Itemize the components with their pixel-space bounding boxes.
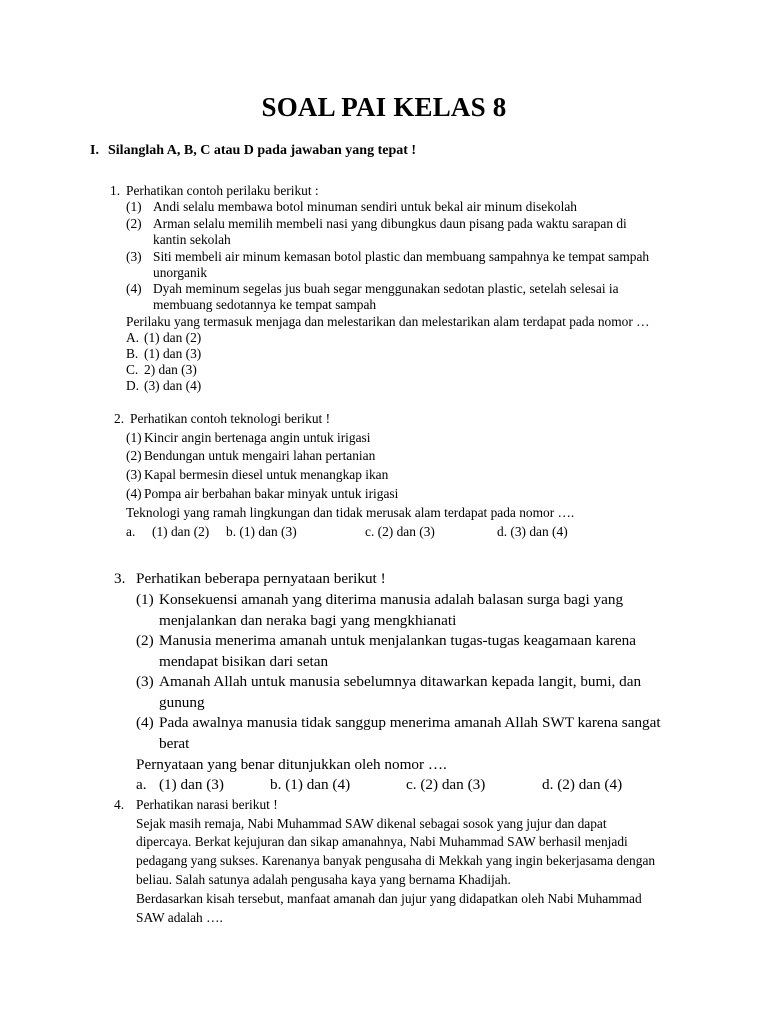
question-intro: Perhatikan contoh perilaku berikut : — [126, 183, 319, 198]
option-text[interactable]: 2) dan (3) — [144, 362, 197, 377]
item-text-cont: unorganik — [153, 265, 208, 280]
item-text: Arman selalu memilih membeli nasi yang dibungkus daun pisang pada waktu sarapan di — [153, 216, 627, 231]
item-text: Bendungan untuk mengairi lahan pertanian — [144, 448, 376, 463]
narrative-line: beliau. Salah satunya adalah pengusaha kaya yang bernama Khadijah. — [136, 872, 511, 887]
item-text-cont: kantin sekolah — [153, 232, 231, 247]
item-text: Pada awalnya manusia tidak sanggup menerima amanah Allah SWT karena sangat — [159, 714, 661, 731]
item-text: Pompa air berbahan bakar minyak untuk irigasi — [144, 486, 399, 501]
section-instruction: Silanglah A, B, C atau D pada jawaban yang tepat ! — [108, 143, 417, 158]
question-prompt: Teknologi yang ramah lingkungan dan tidak merusak alam terdapat pada nomor …. — [126, 505, 575, 520]
option-text[interactable]: (3) dan (4) — [144, 378, 202, 393]
item-number: (2) — [136, 632, 154, 649]
question-intro: Perhatikan beberapa pernyataan berikut ! — [136, 570, 386, 587]
item-number: (1) — [126, 430, 142, 445]
option-text[interactable]: d. (2) dan (4) — [542, 776, 623, 793]
item-number: (4) — [126, 486, 142, 501]
option-text[interactable]: c. (2) dan (3) — [406, 776, 486, 793]
item-text-cont: mendapat bisikan dari setan — [159, 653, 329, 670]
item-text-cont: berat — [159, 735, 190, 752]
item-number: (2) — [126, 448, 142, 463]
option-text[interactable]: (1) dan (2) — [152, 524, 210, 539]
item-text-cont: membuang sedotannya ke tempat sampah — [153, 297, 377, 312]
option-text[interactable]: b. (1) dan (4) — [270, 776, 351, 793]
question-number: 2. — [114, 411, 125, 426]
narrative-line: pedagang yang sukses. Karenanya banyak pengusaha di Mekkah yang ingin bekerjasama dengan — [136, 853, 656, 868]
question-intro: Perhatikan contoh teknologi berikut ! — [130, 411, 331, 426]
option-text[interactable]: c. (2) dan (3) — [365, 524, 435, 539]
page-title: SOAL PAI KELAS 8 — [261, 92, 507, 122]
option-letter[interactable]: a. — [126, 524, 136, 539]
narrative-line: Sejak masih remaja, Nabi Muhammad SAW dikenal sebagai sosok yang jujur dan dapat — [136, 816, 607, 831]
item-text: Siti membeli air minum kemasan botol plastic dan membuang sampahnya ke tempat sampah — [153, 249, 650, 264]
question-prompt: Pernyataan yang benar ditunjukkan oleh nomor …. — [136, 756, 447, 773]
item-text-cont: gunung — [159, 694, 205, 711]
item-number: (3) — [126, 249, 142, 264]
item-text-cont: menjalankan dan neraka bagi yang mengkhianati — [159, 612, 457, 629]
item-number: (3) — [136, 673, 154, 690]
question-intro: Perhatikan narasi berikut ! — [136, 797, 278, 812]
option-text[interactable]: b. (1) dan (3) — [226, 524, 297, 539]
narrative-line: SAW adalah …. — [136, 910, 223, 925]
option-letter[interactable]: C. — [126, 362, 139, 377]
item-number: (4) — [136, 714, 154, 731]
item-text: Dyah meminum segelas jus buah segar menggunakan sedotan plastic, setelah selesai ia — [153, 281, 619, 296]
option-text[interactable]: (1) dan (3) — [144, 346, 202, 361]
item-text: Kapal bermesin diesel untuk menangkap ikan — [144, 467, 389, 482]
item-text: Konsekuensi amanah yang diterima manusia adalah balasan surga bagi yang — [159, 591, 624, 608]
question-number: 1. — [110, 183, 121, 198]
narrative-line: Berdasarkan kisah tersebut, manfaat amanah dan jujur yang didapatkan oleh Nabi Muhammad — [136, 891, 642, 906]
option-letter[interactable]: B. — [126, 346, 139, 361]
option-text[interactable]: (1) dan (3) — [159, 776, 224, 793]
item-number: (2) — [126, 216, 142, 231]
item-number: (1) — [136, 591, 154, 608]
option-letter[interactable]: D. — [126, 378, 140, 393]
item-number: (1) — [126, 199, 142, 214]
item-number: (3) — [126, 467, 142, 482]
item-text: Amanah Allah untuk manusia sebelumnya ditawarkan kepada langit, bumi, dan — [159, 673, 642, 690]
item-text: Manusia menerima amanah untuk menjalankan tugas-tugas keagamaan karena — [159, 632, 636, 649]
question-number: 3. — [114, 570, 126, 587]
narrative-line: dipercaya. Berkat kejujuran dan sikap amanahnya, Nabi Muhammad SAW berhasil menjadi — [136, 834, 628, 849]
item-text: Kincir angin bertenaga angin untuk irigasi — [144, 430, 371, 445]
question-prompt: Perilaku yang termasuk menjaga dan melestarikan dan melestarikan alam terdapat pada nomor … — [126, 314, 650, 329]
item-text: Andi selalu membawa botol minuman sendiri untuk bekal air minum disekolah — [153, 199, 577, 214]
section-numeral: I. — [90, 143, 99, 158]
question-number: 4. — [114, 797, 125, 812]
option-text[interactable]: d. (3) dan (4) — [497, 524, 568, 539]
item-number: (4) — [126, 281, 142, 296]
option-letter[interactable]: A. — [126, 330, 140, 345]
option-text[interactable]: (1) dan (2) — [144, 330, 202, 345]
option-letter[interactable]: a. — [136, 776, 147, 793]
